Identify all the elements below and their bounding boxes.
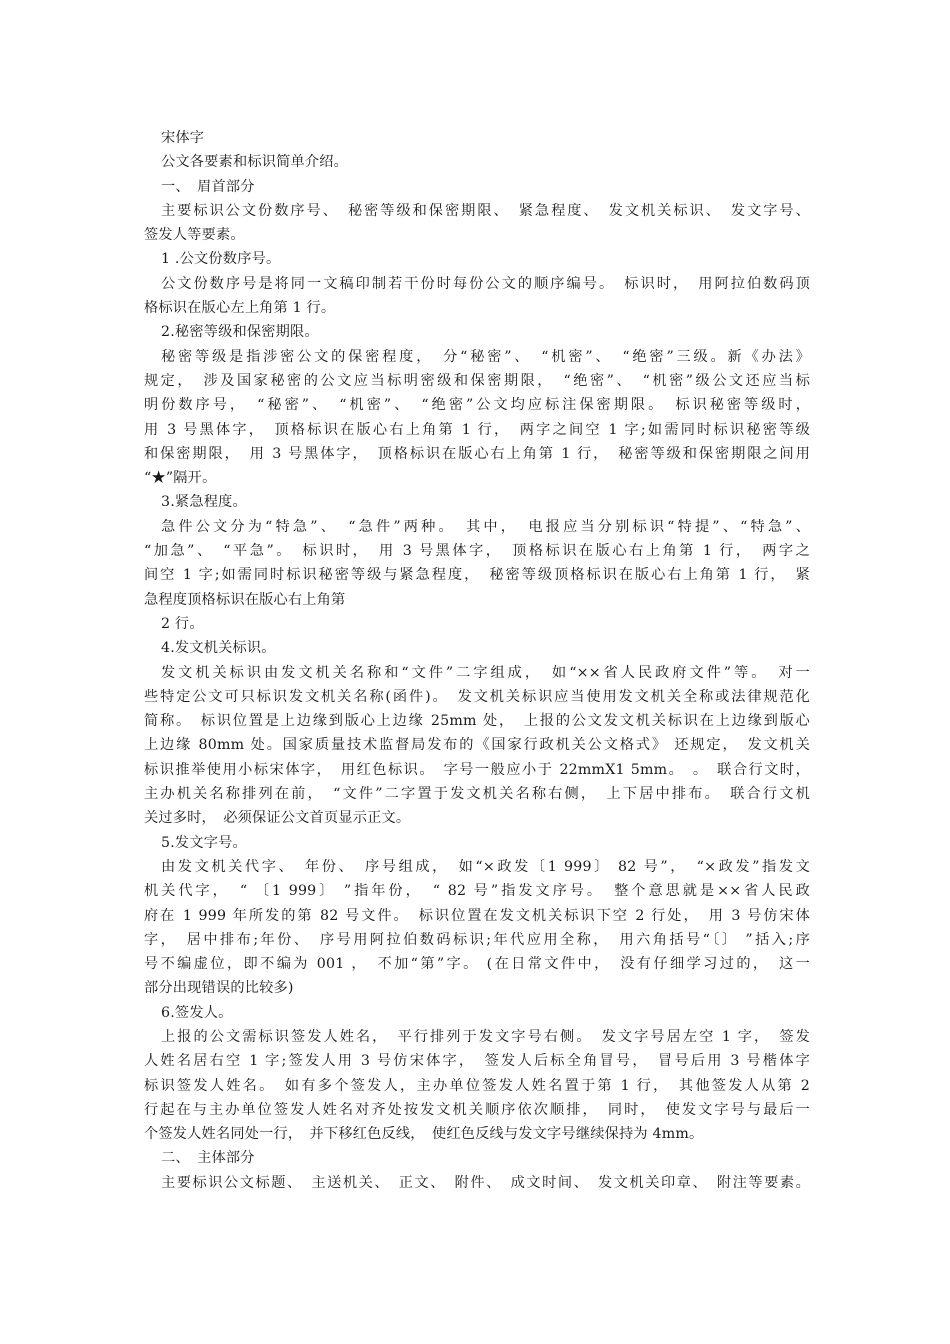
text-line: 二、 主体部分 xyxy=(161,1150,255,1167)
text-line: 3.紧急程度。 xyxy=(161,494,247,511)
text-line: 主办机关名称排列在前， “文件”二字置于发文机关名称右侧， 上下居中排布。 联合行文机 xyxy=(144,786,810,803)
text-line: 主要标识公文标题、 主送机关、 正文、 附件、 成文时间、 发文机关印章、 附注等要素。 xyxy=(161,1174,810,1191)
text-line: 急程度顶格标识在版心右上角第 xyxy=(144,591,346,608)
text-line: 和保密期限， 用 3 号黑体字， 顶格标识在版心右上角第 1 行， 秘密等级和保密期限之间用 xyxy=(144,445,810,462)
text-line: 部分出现错误的比较多) xyxy=(144,980,294,997)
text-line: 规定， 涉及国家秘密的公文应当标明密级和保密期限， “绝密”、 “机密”级公文还应当标 xyxy=(144,372,810,389)
text-line: 2.秘密等级和保密期限。 xyxy=(161,324,319,341)
text-line: 6.签发人。 xyxy=(161,1004,233,1021)
text-line: 公文份数序号是将同一文稿印制若干份时每份公文的顺序编号。 标识时， 用阿拉伯数码顶 xyxy=(161,275,810,292)
text-line: “加急”、 “平急”。 标识时， 用 3 号黑体字， 顶格标识在版心右上角第 1 行， 两字之 xyxy=(144,543,810,560)
text-line: 些特定公文可只标识发文机关名称(函件)。 发文机关标识应当使用发文机关全称或法律规范化 xyxy=(144,688,810,705)
text-line: 个签发人姓名同处一行， 并下移红色反线， 使红色反线与发文字号继续保持为 4mm。 xyxy=(144,1126,704,1143)
text-line: 一、 眉首部分 xyxy=(161,178,255,195)
text-line: 急件公文分为“特急”、 “急件”两种。 其中， 电报应当分别标识“特提”、“特急”、 xyxy=(161,518,810,535)
text-line: 标识签发人姓名。 如有多个签发人，主办单位签发人姓名置于第 1 行， 其他签发人从第 2 xyxy=(144,1077,810,1094)
text-line: 明份数序号， “秘密”、 “机密”、 “绝密”公文均应标注保密期限。 标识秘密等级时， xyxy=(144,397,810,414)
text-line: 1 .公文份数序号。 xyxy=(161,251,281,268)
text-line: 2 行。 xyxy=(161,615,204,632)
text-line: 4.发文机关标识。 xyxy=(161,640,276,657)
text-line: 公文各要素和标识简单介绍。 xyxy=(161,154,349,171)
text-line: 由发文机关代字、 年份、 序号组成， 如“×政发〔1 999〕 82 号”， “×政发”指发文 xyxy=(161,858,810,875)
text-line: 简称。 标识位置是上边缘到版心上边缘 25mm 处， 上报的公文发文机关标识在上边缘到版心 xyxy=(144,713,810,730)
text-line: 签发人等要素。 xyxy=(144,227,245,244)
text-line: 号不编虚位，即不编为 001 ， 不加“第”字。 (在日常文件中， 没有仔细学习过的， 这一 xyxy=(144,956,810,973)
text-line: 间空 1 字;如需同时标识秘密等级与紧急程度， 秘密等级顶格标识在版心右上角第 1 行， 紧 xyxy=(144,567,810,584)
text-line: 用 3 号黑体字， 顶格标识在版心右上角第 1 行， 两字之间空 1 字;如需同时标识秘密等级 xyxy=(144,421,810,438)
text-line: 上边缘 80mm 处。国家质量技术监督局发布的《国家行政机关公文格式》 还规定， 发文机关 xyxy=(144,737,810,754)
text-line: 5.发文字号。 xyxy=(161,834,247,851)
text-line: 宋体字 xyxy=(161,130,205,146)
text-line: 机关代字， “ 〔1 999〕 ”指年份， “ 82 号”指发文序号。 整个意思就是××省人民政 xyxy=(144,883,810,900)
text-line: 人姓名居右空 1 字;签发人用 3 号仿宋体字， 签发人后标全角冒号， 冒号后用 3 号楷体字 xyxy=(144,1053,810,1070)
text-line: 府在 1 999 年所发的第 82 号文件。 标识位置在发文机关标识下空 2 行处， 用 3 号仿宋体 xyxy=(144,907,810,924)
text-line: 发文机关标识由发文机关名称和“文件”二字组成， 如“××省人民政府文件”等。 对一 xyxy=(161,664,810,681)
text-line: 关过多时， 必须保证公文首页显示正文。 xyxy=(144,810,411,827)
text-line: 标识推举使用小标宋体字， 用红色标识。 字号一般应小于 22mmX1 5mm。 。 联合行文时， xyxy=(144,761,810,778)
text-line: 主要标识公文份数序号、 秘密等级和保密期限、 紧急程度、 发文机关标识、 发文字号、 xyxy=(161,202,810,219)
text-line: “★”隔开。 xyxy=(144,470,217,487)
text-line: 格标识在版心左上角第 1 行。 xyxy=(144,300,336,317)
text-line: 上报的公文需标识签发人姓名， 平行排列于发文字号右侧。 发文字号居左空 1 字， 签发 xyxy=(161,1028,810,1045)
text-line: 字， 居中排布;年份、 序号用阿拉伯数码标识;年代应用全称， 用六角括号“〔〕 ”括入;序 xyxy=(144,931,810,948)
text-line: 行起在与主办单位签发人姓名对齐处按发文机关顺序依次顺排， 同时， 使发文字号与最后一 xyxy=(144,1101,810,1118)
document-body xyxy=(144,126,810,1195)
text-line: 秘密等级是指涉密公文的保密程度， 分“秘密”、 “机密”、 “绝密”三级。新《办法》 xyxy=(161,348,810,365)
